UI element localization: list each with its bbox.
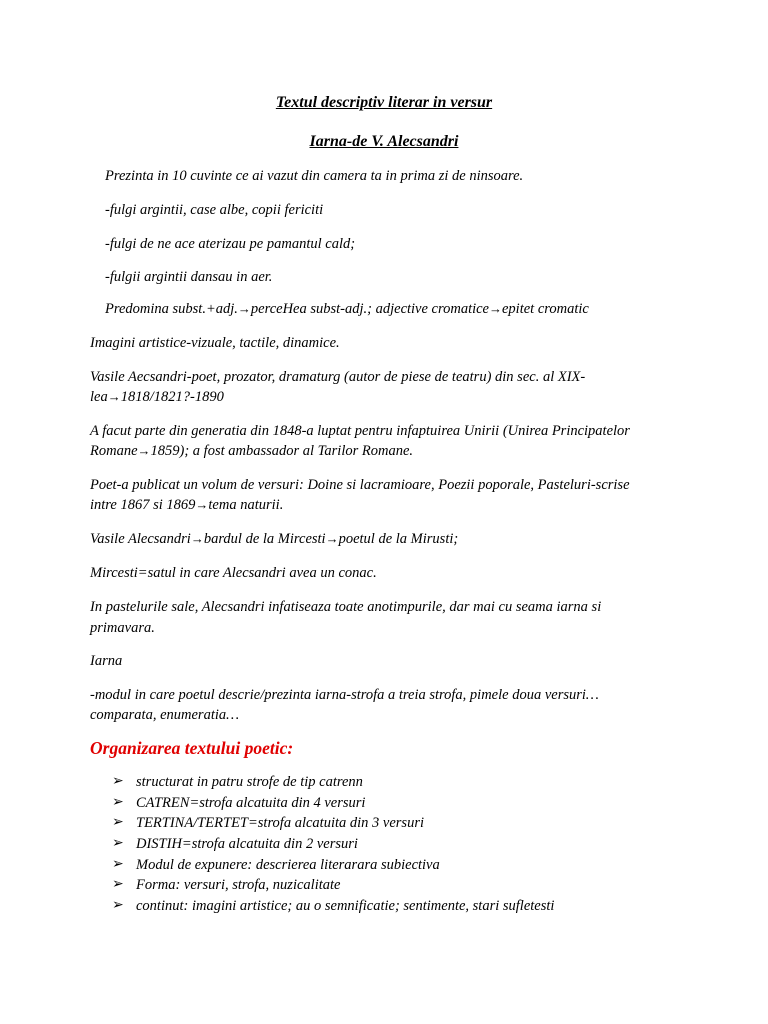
document-title: Textul descriptiv literar in versur — [275, 94, 493, 111]
paragraph-14-line-2: comparata, enumeratia… — [90, 707, 240, 723]
list-item — [112, 772, 554, 793]
paragraph-7-line-2 — [90, 386, 224, 408]
list-item — [112, 793, 554, 814]
list-item-text: TERTINA/TERTET=strofa alcatuita din 3 versuri — [136, 815, 424, 832]
arrow-icon: → — [107, 389, 121, 404]
arrowhead-bullet-icon: ➢ — [112, 836, 124, 852]
paragraph-8-part-b: 1859); a fost ambassador al Tarilor Romane. — [150, 443, 414, 459]
paragraph-12-line-1: In pastelurile sale, Alecsandri infatiseaza toate anotimpurile, dar mai cu seama iarna si — [90, 599, 602, 615]
arrowhead-bullet-icon: ➢ — [112, 815, 124, 831]
paragraph-10-part-b: bardul de la Mircesti — [203, 531, 326, 547]
paragraph-8-part-a: Romane — [90, 443, 138, 459]
paragraph-4: -fulgii argintii dansau in aer. — [105, 269, 273, 285]
arrowhead-bullet-icon: ➢ — [112, 774, 124, 789]
paragraph-9-line-1: Poet-a publicat un volum de versuri: Doine si lacramioare, Poezii poporale, Pasteluri-scrise — [90, 477, 630, 493]
arrow-icon: → — [190, 531, 204, 546]
paragraph-5-part-b: perceHea subst-adj.; adjective cromatice — [250, 301, 489, 317]
paragraph-5-part-a: Predomina subst.+adj. — [105, 301, 238, 317]
arrow-icon: → — [195, 497, 209, 512]
list-item-text: structurat in patru strofe de tip catrenn — [136, 774, 363, 790]
paragraph-9-part-b: tema naturii. — [208, 497, 284, 513]
list-item-text: Modul de expunere: descrierea literarara subiectiva — [136, 856, 440, 873]
list-item — [112, 813, 554, 834]
paragraph-2: -fulgi argintii, case albe, copii fericiti — [105, 202, 324, 218]
section-heading: Organizarea textului poetic: — [90, 738, 294, 758]
paragraph-14-line-1: -modul in care poetul descrie/prezinta iarna-strofa a treia strofa, pimele doua versuri… — [90, 687, 599, 703]
list-item — [112, 834, 554, 855]
paragraph-10-part-c: poetul de la Mirusti; — [338, 531, 459, 547]
list-item — [112, 896, 554, 917]
list-item-text: continut: imagini artistice; au o semnificatie; sentimente, stari sufletesti — [136, 898, 555, 915]
list-item-text: CATREN=strofa alcatuita din 4 versuri — [136, 794, 366, 811]
paragraph-8-line-1: A facut parte din generatia din 1848-a luptat pentru infaptuirea Unirii (Unirea Principatelor — [90, 423, 630, 439]
paragraph-12-line-2: primavara. — [90, 620, 155, 636]
paragraph-7-part-a: lea — [90, 389, 108, 405]
arrow-icon: → — [237, 301, 251, 316]
paragraph-9-part-a: intre 1867 si 1869 — [90, 497, 196, 513]
paragraph-9-line-2 — [90, 494, 283, 516]
paragraph-11: Mircesti=satul in care Alecsandri avea un conac. — [90, 565, 377, 581]
list-item-text: DISTIH=strofa alcatuita din 2 versuri — [136, 836, 358, 853]
arrowhead-bullet-icon: ➢ — [112, 877, 124, 893]
paragraph-1: Prezinta in 10 cuvinte ce ai vazut din camera ta in prima zi de ninsoare. — [105, 168, 524, 184]
arrowhead-bullet-icon: ➢ — [112, 794, 124, 810]
arrowhead-bullet-icon: ➢ — [112, 898, 124, 914]
bullet-list — [112, 772, 554, 917]
arrowhead-bullet-icon: ➢ — [112, 856, 124, 872]
paragraph-8-line-2 — [90, 440, 413, 462]
paragraph-3: -fulgi de ne ace aterizau pe pamantul cald; — [105, 236, 356, 252]
paragraph-10-part-a: Vasile Alecsandri — [90, 531, 191, 547]
arrow-icon: → — [325, 531, 339, 546]
paragraph-5-part-c: epitet cromatic — [502, 301, 589, 317]
paragraph-6: Imagini artistice-vizuale, tactile, dinamice. — [90, 335, 340, 351]
paragraph-7-line-1: Vasile Aecsandri-poet, prozator, dramaturg (autor de piese de teatru) din sec. al XIX- — [90, 369, 586, 385]
list-item-text: Forma: versuri, strofa, nuzicalitate — [136, 877, 341, 894]
document-subtitle: Iarna-de V. Alecsandri — [309, 133, 459, 150]
paragraph-7-part-b: 1818/1821?-1890 — [120, 389, 224, 405]
list-item — [112, 855, 554, 876]
paragraph-10 — [90, 528, 458, 550]
arrow-icon: → — [489, 301, 502, 316]
paragraph-5 — [105, 298, 589, 320]
paragraph-13: Iarna — [90, 653, 123, 669]
arrow-icon: → — [137, 443, 151, 458]
list-item — [112, 875, 554, 896]
